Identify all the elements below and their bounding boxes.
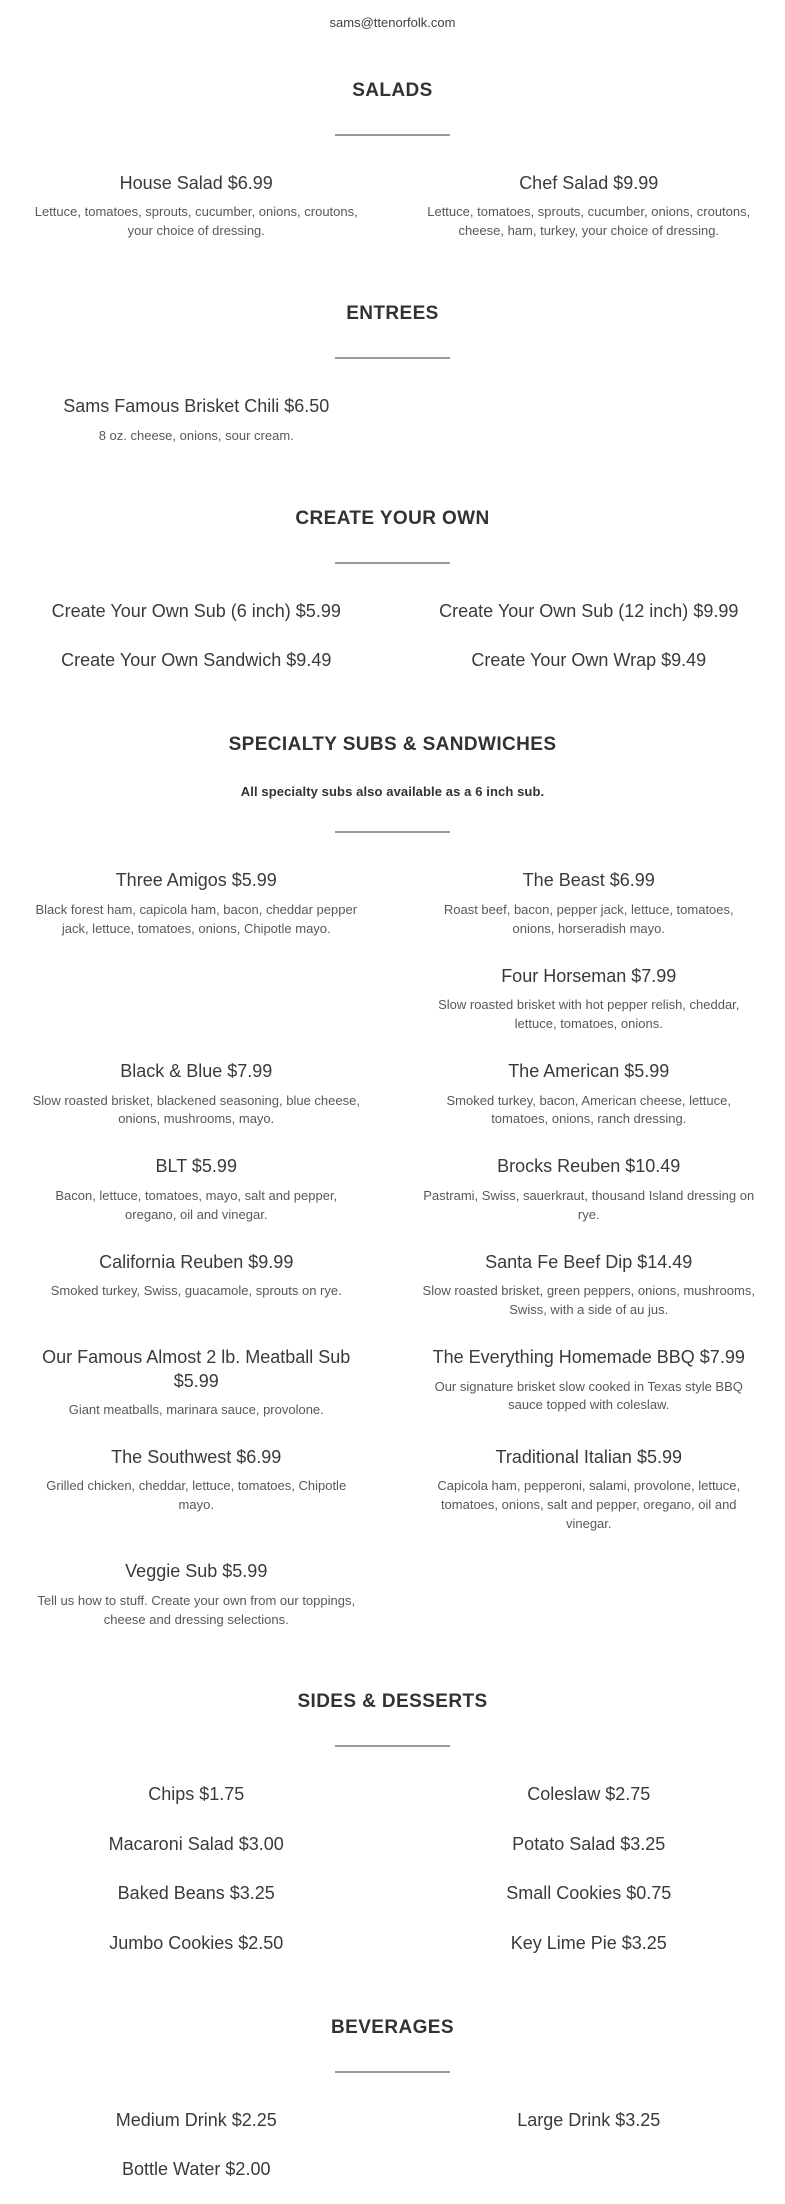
item-price: $9.99 [613, 173, 658, 193]
menu-item [393, 1918, 785, 1967]
item-name: Medium Drink [116, 2110, 227, 2130]
item-description: Smoked turkey, Swiss, guacamole, sprouts on rye. [30, 1282, 363, 1301]
empty-cell [393, 1546, 785, 1572]
item-description: Capicola ham, pepperoni, salami, provolone, lettuce, tomatoes, onions, salt and pepper, oregano, oil and vinegar. [423, 1477, 756, 1534]
item-name: Create Your Own Sub (12 inch) [439, 601, 688, 621]
item-title [30, 1882, 363, 1905]
item-description: Lettuce, tomatoes, sprouts, cucumber, onions, croutons, cheese, ham, turkey, your choice of dressing. [423, 203, 756, 241]
section-specialty-subs [0, 734, 785, 1641]
menu-item [0, 635, 393, 684]
section-subtitle: All specialty subs also available as a 6 inch sub. [0, 784, 785, 799]
item-price: $10.49 [625, 1156, 680, 1176]
item-name: Create Your Own Sandwich [61, 650, 281, 670]
menu-item [0, 1332, 393, 1432]
item-price: $5.99 [174, 1371, 219, 1391]
section-divider [335, 1745, 450, 1747]
menu-item [0, 1918, 393, 1967]
section-items [0, 2095, 785, 2194]
item-description: Bacon, lettuce, tomatoes, mayo, salt and pepper, oregano, oil and vinegar. [30, 1187, 363, 1225]
item-price: $2.75 [605, 1784, 650, 1804]
item-price: $2.25 [232, 2110, 277, 2130]
section-title: SIDES & DESSERTS [0, 1691, 785, 1713]
item-title [30, 2109, 363, 2132]
item-title [423, 1060, 756, 1083]
menu-item [393, 1046, 785, 1141]
item-name: Our Famous Almost 2 lb. Meatball Sub [42, 1347, 350, 1367]
section-title: CREATE YOUR OWN [0, 508, 785, 530]
item-title [30, 869, 363, 892]
section-divider [335, 134, 450, 136]
section-divider [335, 2071, 450, 2073]
item-name: Four Horseman [501, 966, 626, 986]
item-name: The Beast [523, 870, 605, 890]
item-title [30, 649, 363, 672]
menu-item [0, 1432, 393, 1527]
item-title [30, 1060, 363, 1083]
item-title [30, 395, 363, 418]
item-name: The American [508, 1061, 619, 1081]
item-price: $5.99 [624, 1061, 669, 1081]
menu-item [393, 1769, 785, 1818]
item-title [423, 600, 756, 623]
item-name: Traditional Italian [496, 1447, 632, 1467]
item-price: $9.49 [661, 650, 706, 670]
item-price: $14.49 [637, 1252, 692, 1272]
menu-item [0, 1868, 393, 1917]
menu-item [393, 586, 785, 635]
section-salads [0, 80, 785, 253]
section-title: BEVERAGES [0, 2017, 785, 2039]
menu-item [0, 1546, 393, 1641]
item-name: Baked Beans [118, 1883, 225, 1903]
menu-row [0, 1868, 785, 1917]
item-title [423, 1251, 756, 1274]
item-title [423, 172, 756, 195]
menu-row [0, 586, 785, 635]
menu-item [393, 635, 785, 684]
item-name: Chips [148, 1784, 194, 1804]
item-name: Jumbo Cookies [109, 1933, 233, 1953]
item-title [30, 2158, 363, 2181]
item-name: Santa Fe Beef Dip [485, 1252, 632, 1272]
section-title: ENTREES [0, 303, 785, 325]
item-price: $5.99 [222, 1561, 267, 1581]
menu-item [393, 951, 785, 1046]
empty-cell [393, 2144, 785, 2170]
item-name: Small Cookies [506, 1883, 621, 1903]
item-description: Giant meatballs, marinara sauce, provolone. [30, 1401, 363, 1420]
section-title: SALADS [0, 80, 785, 102]
menu-row [0, 855, 785, 950]
item-price: $7.99 [227, 1061, 272, 1081]
item-title [30, 172, 363, 195]
item-title [423, 1155, 756, 1178]
menu-row [0, 951, 785, 1046]
menu-row [0, 381, 785, 457]
item-title [423, 1882, 756, 1905]
item-title [423, 1346, 756, 1369]
menu-row [0, 1046, 785, 1141]
item-name: Chef Salad [519, 173, 608, 193]
section-divider [335, 357, 450, 359]
item-description: Slow roasted brisket, green peppers, onions, mushrooms, Swiss, with a side of au jus. [423, 1282, 756, 1320]
menu-item [393, 1432, 785, 1546]
section-beverages [0, 2017, 785, 2194]
item-description: Lettuce, tomatoes, sprouts, cucumber, onions, croutons, your choice of dressing. [30, 203, 363, 241]
menu-item [393, 1237, 785, 1332]
menu-item [393, 1332, 785, 1427]
menu-row [0, 1769, 785, 1818]
menu-item [0, 855, 393, 950]
item-name: House Salad [120, 173, 223, 193]
section-divider [335, 562, 450, 564]
menu-item [393, 1141, 785, 1236]
item-name: Macaroni Salad [109, 1834, 234, 1854]
section-divider [335, 831, 450, 833]
menu-row [0, 158, 785, 253]
menu-row [0, 1918, 785, 1967]
item-name: Three Amigos [116, 870, 227, 890]
item-title [423, 649, 756, 672]
section-title: SPECIALTY SUBS & SANDWICHES [0, 734, 785, 756]
item-price: $3.00 [239, 1834, 284, 1854]
item-price: $0.75 [626, 1883, 671, 1903]
item-price: $6.99 [236, 1447, 281, 1467]
item-price: $3.25 [230, 1883, 275, 1903]
item-title [30, 1833, 363, 1856]
item-name: Large Drink [517, 2110, 610, 2130]
item-price: $1.75 [199, 1784, 244, 1804]
item-price: $7.99 [631, 966, 676, 986]
item-name: Key Lime Pie [511, 1933, 617, 1953]
item-description: Black forest ham, capicola ham, bacon, cheddar pepper jack, lettuce, tomatoes, onions, Chipotle mayo. [30, 901, 363, 939]
section-items [0, 381, 785, 457]
item-price: $3.25 [620, 1834, 665, 1854]
section-sides-desserts [0, 1691, 785, 1967]
item-price: $6.99 [610, 870, 655, 890]
item-title [423, 1446, 756, 1469]
item-name: Create Your Own Sub (6 inch) [52, 601, 291, 621]
item-description: Smoked turkey, bacon, American cheese, lettuce, tomatoes, onions, ranch dressing. [423, 1092, 756, 1130]
menu-item [0, 1819, 393, 1868]
item-price: $3.25 [615, 2110, 660, 2130]
item-price: $2.00 [225, 2159, 270, 2179]
menu-item [0, 586, 393, 635]
menu-row [0, 2095, 785, 2144]
section-items [0, 586, 785, 685]
item-price: $6.99 [228, 173, 273, 193]
contact-email-link[interactable]: sams@ttenorfolk.com [0, 0, 785, 30]
item-price: $2.50 [238, 1933, 283, 1953]
section-create-your-own [0, 508, 785, 685]
item-title [423, 1833, 756, 1856]
item-name: The Everything Homemade BBQ [433, 1347, 695, 1367]
item-title [423, 2109, 756, 2132]
item-name: Veggie Sub [125, 1561, 217, 1581]
menu-row [0, 635, 785, 684]
item-description: 8 oz. cheese, onions, sour cream. [30, 427, 363, 446]
menu-item [0, 1237, 393, 1313]
section-items [0, 855, 785, 1641]
empty-cell [0, 951, 393, 977]
item-title [30, 1560, 363, 1583]
item-name: Bottle Water [122, 2159, 220, 2179]
section-items [0, 1769, 785, 1967]
item-name: California Reuben [99, 1252, 243, 1272]
item-title [30, 1251, 363, 1274]
item-price: $7.99 [700, 1347, 745, 1367]
item-price: $5.99 [637, 1447, 682, 1467]
menu-item [0, 2144, 393, 2193]
item-name: BLT [156, 1156, 187, 1176]
item-price: $3.25 [622, 1933, 667, 1953]
menu-row [0, 2144, 785, 2193]
menu-item [393, 2095, 785, 2144]
item-description: Slow roasted brisket, blackened seasoning, blue cheese, onions, mushrooms, mayo. [30, 1092, 363, 1130]
item-title [423, 1932, 756, 1955]
item-name: Potato Salad [512, 1834, 615, 1854]
menu-item [0, 1141, 393, 1236]
item-name: Create Your Own Wrap [471, 650, 656, 670]
menu-row [0, 1546, 785, 1641]
item-title [30, 600, 363, 623]
menu-item [393, 855, 785, 950]
item-price: $6.50 [284, 396, 329, 416]
item-title [30, 1932, 363, 1955]
menu-item [393, 1819, 785, 1868]
item-description: Tell us how to stuff. Create your own from our toppings, cheese and dressing selections. [30, 1592, 363, 1630]
empty-cell [393, 381, 785, 407]
item-price: $9.49 [286, 650, 331, 670]
menu-item [393, 158, 785, 253]
item-description: Pastrami, Swiss, sauerkraut, thousand Island dressing on rye. [423, 1187, 756, 1225]
item-price: $5.99 [296, 601, 341, 621]
item-description: Roast beef, bacon, pepper jack, lettuce, tomatoes, onions, horseradish mayo. [423, 901, 756, 939]
section-items [0, 158, 785, 253]
menu-item [0, 158, 393, 253]
item-name: The Southwest [111, 1447, 231, 1467]
section-entrees [0, 303, 785, 457]
item-title [30, 1155, 363, 1178]
menu-row [0, 1237, 785, 1332]
item-title [30, 1446, 363, 1469]
item-name: Coleslaw [527, 1784, 600, 1804]
item-title [30, 1783, 363, 1806]
item-description: Grilled chicken, cheddar, lettuce, tomatoes, Chipotle mayo. [30, 1477, 363, 1515]
item-title [423, 869, 756, 892]
item-title [423, 1783, 756, 1806]
item-name: Sams Famous Brisket Chili [63, 396, 279, 416]
item-price: $5.99 [192, 1156, 237, 1176]
menu-row [0, 1332, 785, 1432]
item-name: Brocks Reuben [497, 1156, 620, 1176]
item-price: $9.99 [248, 1252, 293, 1272]
menu-item [393, 1868, 785, 1917]
menu-item [0, 1046, 393, 1141]
item-description: Our signature brisket slow cooked in Texas style BBQ sauce topped with coleslaw. [423, 1378, 756, 1416]
item-description: Slow roasted brisket with hot pepper relish, cheddar, lettuce, tomatoes, onions. [423, 996, 756, 1034]
item-name: Black & Blue [120, 1061, 222, 1081]
item-price: $5.99 [232, 870, 277, 890]
item-price: $9.99 [693, 601, 738, 621]
menu-row [0, 1432, 785, 1546]
item-title [30, 1346, 363, 1393]
menu-item [0, 2095, 393, 2144]
menu-row [0, 1141, 785, 1236]
item-title [423, 965, 756, 988]
menu-item [0, 1769, 393, 1818]
menu-row [0, 1819, 785, 1868]
menu-item [0, 381, 393, 457]
